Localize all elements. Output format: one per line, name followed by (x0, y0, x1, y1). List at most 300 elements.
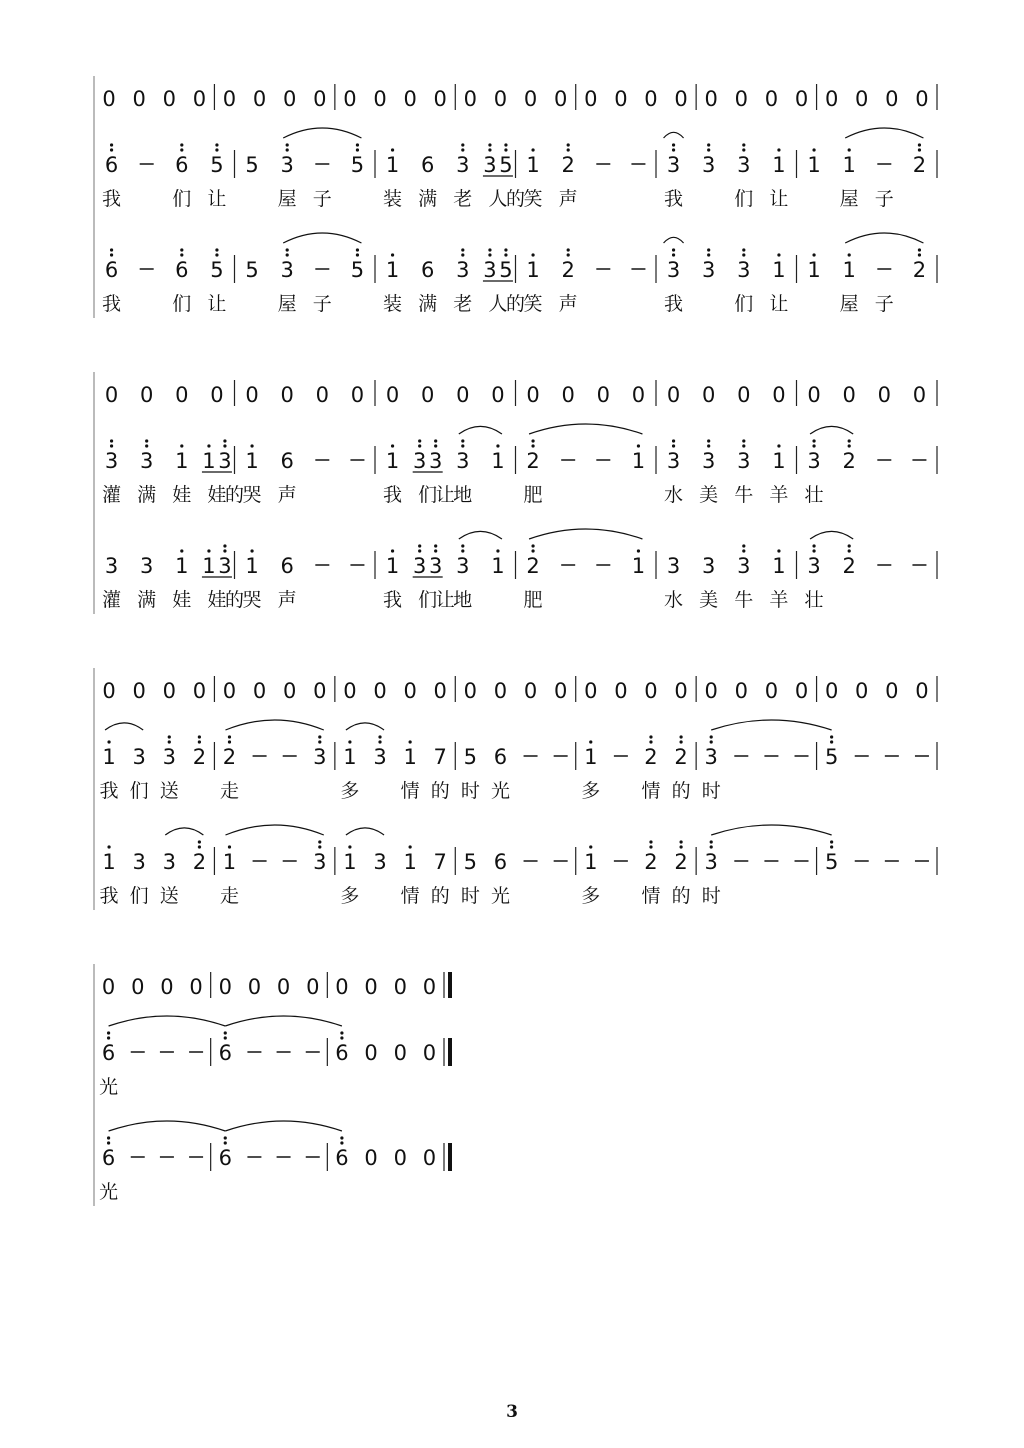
lyric-syllable: 的 (505, 293, 526, 315)
lyric-syllable: 满 (137, 589, 157, 611)
note-digit: 6 (175, 153, 189, 177)
octave-dot (340, 1141, 343, 1144)
slur-tie (225, 720, 323, 730)
octave-dot (918, 148, 921, 151)
octave-dot (215, 143, 218, 146)
note-digit: 3 (373, 745, 387, 769)
slur-tie (165, 828, 203, 835)
rest-zero: 0 (596, 383, 610, 407)
note-digit: 2 (842, 554, 856, 578)
lyric-syllable: 灌 (102, 484, 122, 506)
octave-dot (461, 439, 464, 442)
octave-dot (110, 439, 113, 442)
note-digit: 3 (456, 554, 470, 578)
note-digit: 3 (429, 554, 443, 578)
slur-tie (109, 1016, 226, 1026)
rest-zero: 0 (885, 679, 899, 703)
octave-dot (110, 444, 113, 447)
note-digit: 3 (456, 449, 470, 473)
octave-dot (180, 148, 183, 151)
octave-dot (418, 549, 421, 552)
high-octave-dot (531, 148, 534, 151)
lyric-syllable: 送 (159, 885, 179, 907)
lyric-syllable: 壮 (804, 589, 824, 611)
note-digit: 3 (413, 449, 427, 473)
note-digit: 5 (824, 745, 839, 769)
note-digit: 2 (842, 449, 856, 473)
note-digit: 6 (280, 449, 294, 473)
octave-dot (223, 549, 226, 552)
slur-tie (845, 128, 923, 138)
octave-dot (649, 845, 652, 848)
lyric-syllable: 笑 (523, 188, 543, 210)
note-digit: 3 (140, 449, 154, 473)
lyric-syllable: 娃 (207, 484, 227, 506)
octave-dot (145, 444, 148, 447)
note-digit: 1 (772, 153, 786, 177)
octave-dot (418, 444, 421, 447)
slur-tie (346, 828, 384, 835)
slur-tie (283, 128, 361, 138)
note-digit: 1 (491, 554, 505, 578)
rest-zero: 0 (101, 975, 116, 999)
high-octave-dot (777, 148, 780, 151)
octave-dot (223, 544, 226, 547)
rest-zero: 0 (222, 679, 237, 703)
octave-dot (504, 248, 507, 251)
note-digit: 1 (385, 258, 400, 282)
rest-zero: 0 (772, 383, 786, 407)
rest-zero: 0 (885, 87, 899, 111)
rest-zero: 0 (734, 679, 748, 703)
octave-dot (224, 1036, 227, 1039)
note-digit: 6 (421, 153, 435, 177)
high-octave-dot (180, 444, 183, 447)
octave-dot (145, 439, 148, 442)
rest-zero: 0 (824, 87, 839, 111)
slur-tie (711, 720, 831, 730)
octave-dot (286, 143, 289, 146)
high-octave-dot (777, 253, 780, 256)
octave-dot (378, 735, 381, 738)
note-digit: 2 (912, 153, 927, 177)
rest-zero: 0 (734, 87, 748, 111)
lyric-syllable: 们 (418, 589, 438, 611)
rest-zero: 0 (175, 383, 189, 407)
lyric-syllable: 声 (558, 188, 578, 210)
octave-dot (488, 248, 491, 251)
note-digit: 0 (364, 1041, 378, 1065)
rest-zero: 0 (189, 975, 203, 999)
lyric-syllable: 美 (699, 484, 719, 506)
octave-dot (848, 544, 851, 547)
high-octave-dot (409, 845, 412, 848)
note-digit: 3 (104, 554, 119, 578)
rest-zero: 0 (140, 383, 154, 407)
slur-tie (459, 531, 502, 539)
rest-zero: 0 (704, 87, 718, 111)
lyric-syllable: 情 (400, 780, 420, 802)
lyric-syllable: 屋 (277, 188, 297, 210)
note-digit: 5 (245, 258, 259, 282)
note-digit: 2 (561, 258, 575, 282)
octave-dot (107, 1031, 110, 1034)
lyric-syllable: 时 (701, 885, 721, 907)
octave-dot (649, 735, 652, 738)
octave-dot (215, 248, 218, 251)
octave-dot (742, 253, 745, 256)
note-digit: 3 (702, 153, 716, 177)
high-octave-dot (207, 444, 210, 447)
high-octave-dot (207, 549, 210, 552)
octave-dot (107, 1036, 110, 1039)
rest-zero: 0 (666, 383, 681, 407)
octave-dot (649, 840, 652, 843)
octave-dot (707, 253, 710, 256)
high-octave-dot (228, 845, 231, 848)
note-digit: 3 (162, 850, 176, 874)
note-digit: 0 (422, 1146, 437, 1170)
note-digit: 2 (222, 745, 237, 769)
lyric-syllable: 我 (383, 589, 403, 611)
octave-dot (672, 439, 675, 442)
note-digit: 5 (350, 153, 365, 177)
lyric-syllable: 子 (312, 188, 332, 210)
note-digit: 1 (491, 449, 505, 473)
rest-zero: 0 (247, 975, 262, 999)
lyric-syllable: 羊 (769, 589, 789, 611)
high-octave-dot (777, 444, 780, 447)
lyric-syllable: 让 (207, 188, 227, 210)
note-digit: 3 (429, 449, 443, 473)
note-digit: 1 (772, 449, 786, 473)
octave-dot (107, 1136, 110, 1139)
octave-dot (742, 544, 745, 547)
octave-dot (918, 143, 921, 146)
lyric-syllable: 我 (99, 885, 119, 907)
rest-zero: 0 (824, 679, 839, 703)
lyric-syllable: 时 (460, 885, 480, 907)
octave-dot (742, 444, 745, 447)
note-digit: 3 (737, 258, 751, 282)
octave-dot (488, 143, 491, 146)
octave-dot (830, 840, 833, 843)
high-octave-dot (848, 148, 851, 151)
rest-zero: 0 (373, 679, 387, 703)
page-number: 3 (506, 1402, 518, 1422)
slur-tie (711, 825, 831, 835)
note-digit: 3 (483, 153, 497, 177)
rest-zero: 0 (306, 975, 320, 999)
note-digit: 6 (280, 554, 294, 578)
octave-dot (318, 845, 321, 848)
note-digit: 1 (175, 554, 189, 578)
note-digit: 1 (202, 449, 216, 473)
lyric-syllable: 让 (769, 293, 789, 315)
octave-dot (318, 735, 321, 738)
octave-dot (710, 735, 713, 738)
octave-dot (340, 1036, 343, 1039)
octave-dot (224, 1141, 227, 1144)
rest-zero: 0 (614, 679, 628, 703)
octave-dot (918, 248, 921, 251)
lyric-syllable: 走 (219, 885, 239, 907)
high-octave-dot (391, 444, 394, 447)
slur-tie (810, 531, 853, 539)
note-digit: 1 (385, 554, 400, 578)
slur-tie (845, 233, 923, 243)
octave-dot (180, 253, 183, 256)
note-digit: 1 (222, 850, 237, 874)
lyric-syllable: 们 (129, 780, 149, 802)
note-digit: 3 (666, 258, 681, 282)
lyric-syllable: 的 (430, 780, 450, 802)
octave-dot (672, 148, 675, 151)
rest-zero: 0 (162, 679, 176, 703)
lyric-syllable: 们 (172, 188, 192, 210)
lyric-syllable: 笑 (523, 293, 543, 315)
octave-dot (567, 248, 570, 251)
octave-dot (356, 143, 359, 146)
octave-dot (567, 143, 570, 146)
note-digit: 1 (202, 554, 216, 578)
note-digit: 6 (493, 745, 508, 769)
lyric-syllable: 们 (734, 188, 754, 210)
lyric-syllable: 屋 (839, 293, 859, 315)
slur-tie (109, 1121, 226, 1131)
lyric-syllable: 装 (383, 293, 403, 315)
lyric-syllable: 子 (874, 293, 894, 315)
slur-tie (283, 233, 361, 243)
rest-zero: 0 (737, 383, 751, 407)
note-digit: 3 (704, 850, 718, 874)
note-digit: 6 (335, 1041, 349, 1065)
note-digit: 1 (584, 850, 598, 874)
note-digit: 1 (385, 449, 400, 473)
lyric-syllable: 人 (488, 188, 508, 210)
lyric-syllable: 送 (159, 780, 179, 802)
high-octave-dot (777, 549, 780, 552)
note-digit: 3 (218, 554, 232, 578)
lyric-syllable: 水 (664, 484, 684, 506)
rest-zero: 0 (644, 679, 658, 703)
rest-zero: 0 (102, 679, 116, 703)
lyric-syllable: 满 (418, 293, 438, 315)
note-digit: 5 (499, 153, 513, 177)
rest-zero: 0 (674, 87, 688, 111)
note-digit: 1 (842, 258, 856, 282)
high-octave-dot (496, 444, 499, 447)
lyric-syllable: 们 (129, 885, 149, 907)
note-digit: 1 (175, 449, 189, 473)
note-digit: 1 (245, 554, 259, 578)
octave-dot (830, 845, 833, 848)
rest-zero: 0 (350, 383, 365, 407)
note-digit: 1 (807, 258, 821, 282)
octave-dot (679, 845, 682, 848)
octave-dot (672, 253, 675, 256)
note-digit: 2 (912, 258, 927, 282)
note-digit: 3 (737, 554, 751, 578)
rest-zero: 0 (192, 87, 207, 111)
note-digit: 3 (140, 554, 154, 578)
note-digit: 2 (192, 745, 207, 769)
note-digit: 3 (737, 153, 751, 177)
lyric-syllable: 光 (99, 1181, 119, 1203)
note-digit: 3 (280, 153, 294, 177)
lyric-syllable: 走 (219, 780, 239, 802)
octave-dot (461, 253, 464, 256)
note-digit: 6 (175, 258, 189, 282)
octave-dot (223, 444, 226, 447)
lyric-syllable: 声 (277, 589, 297, 611)
note-digit: 1 (631, 554, 646, 578)
lyric-syllable: 的 (224, 484, 245, 506)
octave-dot (672, 444, 675, 447)
rest-zero: 0 (674, 679, 688, 703)
high-octave-dot (391, 549, 394, 552)
octave-dot (812, 549, 815, 552)
high-octave-dot (589, 740, 592, 743)
rest-zero: 0 (493, 87, 508, 111)
lyric-syllable: 时 (701, 780, 721, 802)
note-digit: 6 (218, 1146, 232, 1170)
note-digit: 3 (702, 554, 716, 578)
lyric-syllable: 们 (734, 293, 754, 315)
octave-dot (434, 444, 437, 447)
lyric-syllable: 的 (671, 780, 691, 802)
high-octave-dot (531, 253, 534, 256)
lyric-syllable: 情 (641, 780, 661, 802)
rest-zero: 0 (644, 87, 658, 111)
octave-dot (224, 1031, 227, 1034)
lyric-syllable: 让 (769, 188, 789, 210)
octave-dot (567, 253, 570, 256)
slur-tie (346, 723, 384, 730)
octave-dot (110, 248, 113, 251)
lyric-syllable: 们 (172, 293, 192, 315)
rest-zero: 0 (276, 975, 291, 999)
note-digit: 3 (483, 258, 497, 282)
lyric-syllable: 美 (699, 589, 719, 611)
note-digit: 3 (132, 745, 146, 769)
slur-tie (225, 1016, 342, 1026)
note-digit: 3 (280, 258, 294, 282)
note-digit: 3 (702, 449, 716, 473)
octave-dot (848, 439, 851, 442)
note-digit: 1 (772, 554, 786, 578)
note-digit: 5 (499, 258, 513, 282)
octave-dot (340, 1136, 343, 1139)
lyric-syllable: 牛 (734, 484, 754, 506)
note-digit: 1 (631, 449, 646, 473)
rest-zero: 0 (614, 87, 628, 111)
note-digit: 0 (364, 1146, 378, 1170)
lyric-syllable: 装 (383, 188, 403, 210)
slur-tie (810, 426, 853, 434)
rest-zero: 0 (631, 383, 646, 407)
octave-dot (812, 439, 815, 442)
rest-zero: 0 (584, 679, 598, 703)
lyric-syllable: 屋 (277, 293, 297, 315)
rest-zero: 0 (283, 87, 297, 111)
octave-dot (224, 1136, 227, 1139)
slur-tie (529, 529, 642, 539)
rest-zero: 0 (222, 87, 237, 111)
lyric-syllable: 哭 (242, 484, 262, 506)
note-digit: 1 (526, 153, 540, 177)
lyric-syllable: 的 (224, 589, 245, 611)
rest-zero: 0 (160, 975, 174, 999)
lyric-syllable: 们 (418, 484, 438, 506)
note-digit: 0 (393, 1146, 407, 1170)
note-digit: 5 (463, 850, 478, 874)
octave-dot (215, 148, 218, 151)
octave-dot (228, 740, 231, 743)
high-octave-dot (812, 253, 815, 256)
rest-zero: 0 (523, 679, 538, 703)
octave-dot (286, 253, 289, 256)
rest-zero: 0 (252, 679, 267, 703)
octave-dot (198, 735, 201, 738)
rest-zero: 0 (403, 679, 417, 703)
high-octave-dot (391, 253, 394, 256)
octave-dot (531, 549, 534, 552)
octave-dot (286, 148, 289, 151)
lyric-syllable: 我 (102, 188, 122, 210)
note-digit: 3 (666, 554, 681, 578)
note-digit: 2 (192, 850, 207, 874)
octave-dot (461, 444, 464, 447)
slur-tie (459, 426, 502, 434)
octave-dot (531, 544, 534, 547)
rest-zero: 0 (561, 383, 575, 407)
rest-zero: 0 (794, 87, 809, 111)
note-digit: 3 (313, 850, 327, 874)
note-digit: 2 (644, 850, 658, 874)
rest-zero: 0 (162, 87, 176, 111)
high-octave-dot (496, 549, 499, 552)
rest-zero: 0 (218, 975, 232, 999)
rest-zero: 0 (315, 383, 329, 407)
high-octave-dot (250, 549, 253, 552)
note-digit: 6 (101, 1041, 116, 1065)
note-digit: 3 (737, 449, 751, 473)
rest-zero: 0 (393, 975, 407, 999)
note-digit: 3 (807, 449, 821, 473)
octave-dot (504, 253, 507, 256)
octave-dot (110, 148, 113, 151)
lyric-syllable: 娃 (207, 589, 227, 611)
note-digit: 2 (674, 850, 688, 874)
note-digit: 3 (666, 449, 681, 473)
high-octave-dot (409, 740, 412, 743)
rest-zero: 0 (313, 679, 327, 703)
octave-dot (318, 840, 321, 843)
rest-zero: 0 (463, 679, 478, 703)
rest-zero: 0 (915, 679, 929, 703)
rest-zero: 0 (373, 87, 387, 111)
octave-dot (110, 143, 113, 146)
rest-zero: 0 (132, 679, 146, 703)
lyric-syllable: 多 (581, 780, 601, 802)
octave-dot (812, 544, 815, 547)
note-digit: 5 (463, 745, 478, 769)
note-digit: 6 (218, 1041, 232, 1065)
octave-dot (223, 439, 226, 442)
note-digit: 1 (245, 449, 259, 473)
lyric-syllable: 肥 (523, 589, 543, 611)
